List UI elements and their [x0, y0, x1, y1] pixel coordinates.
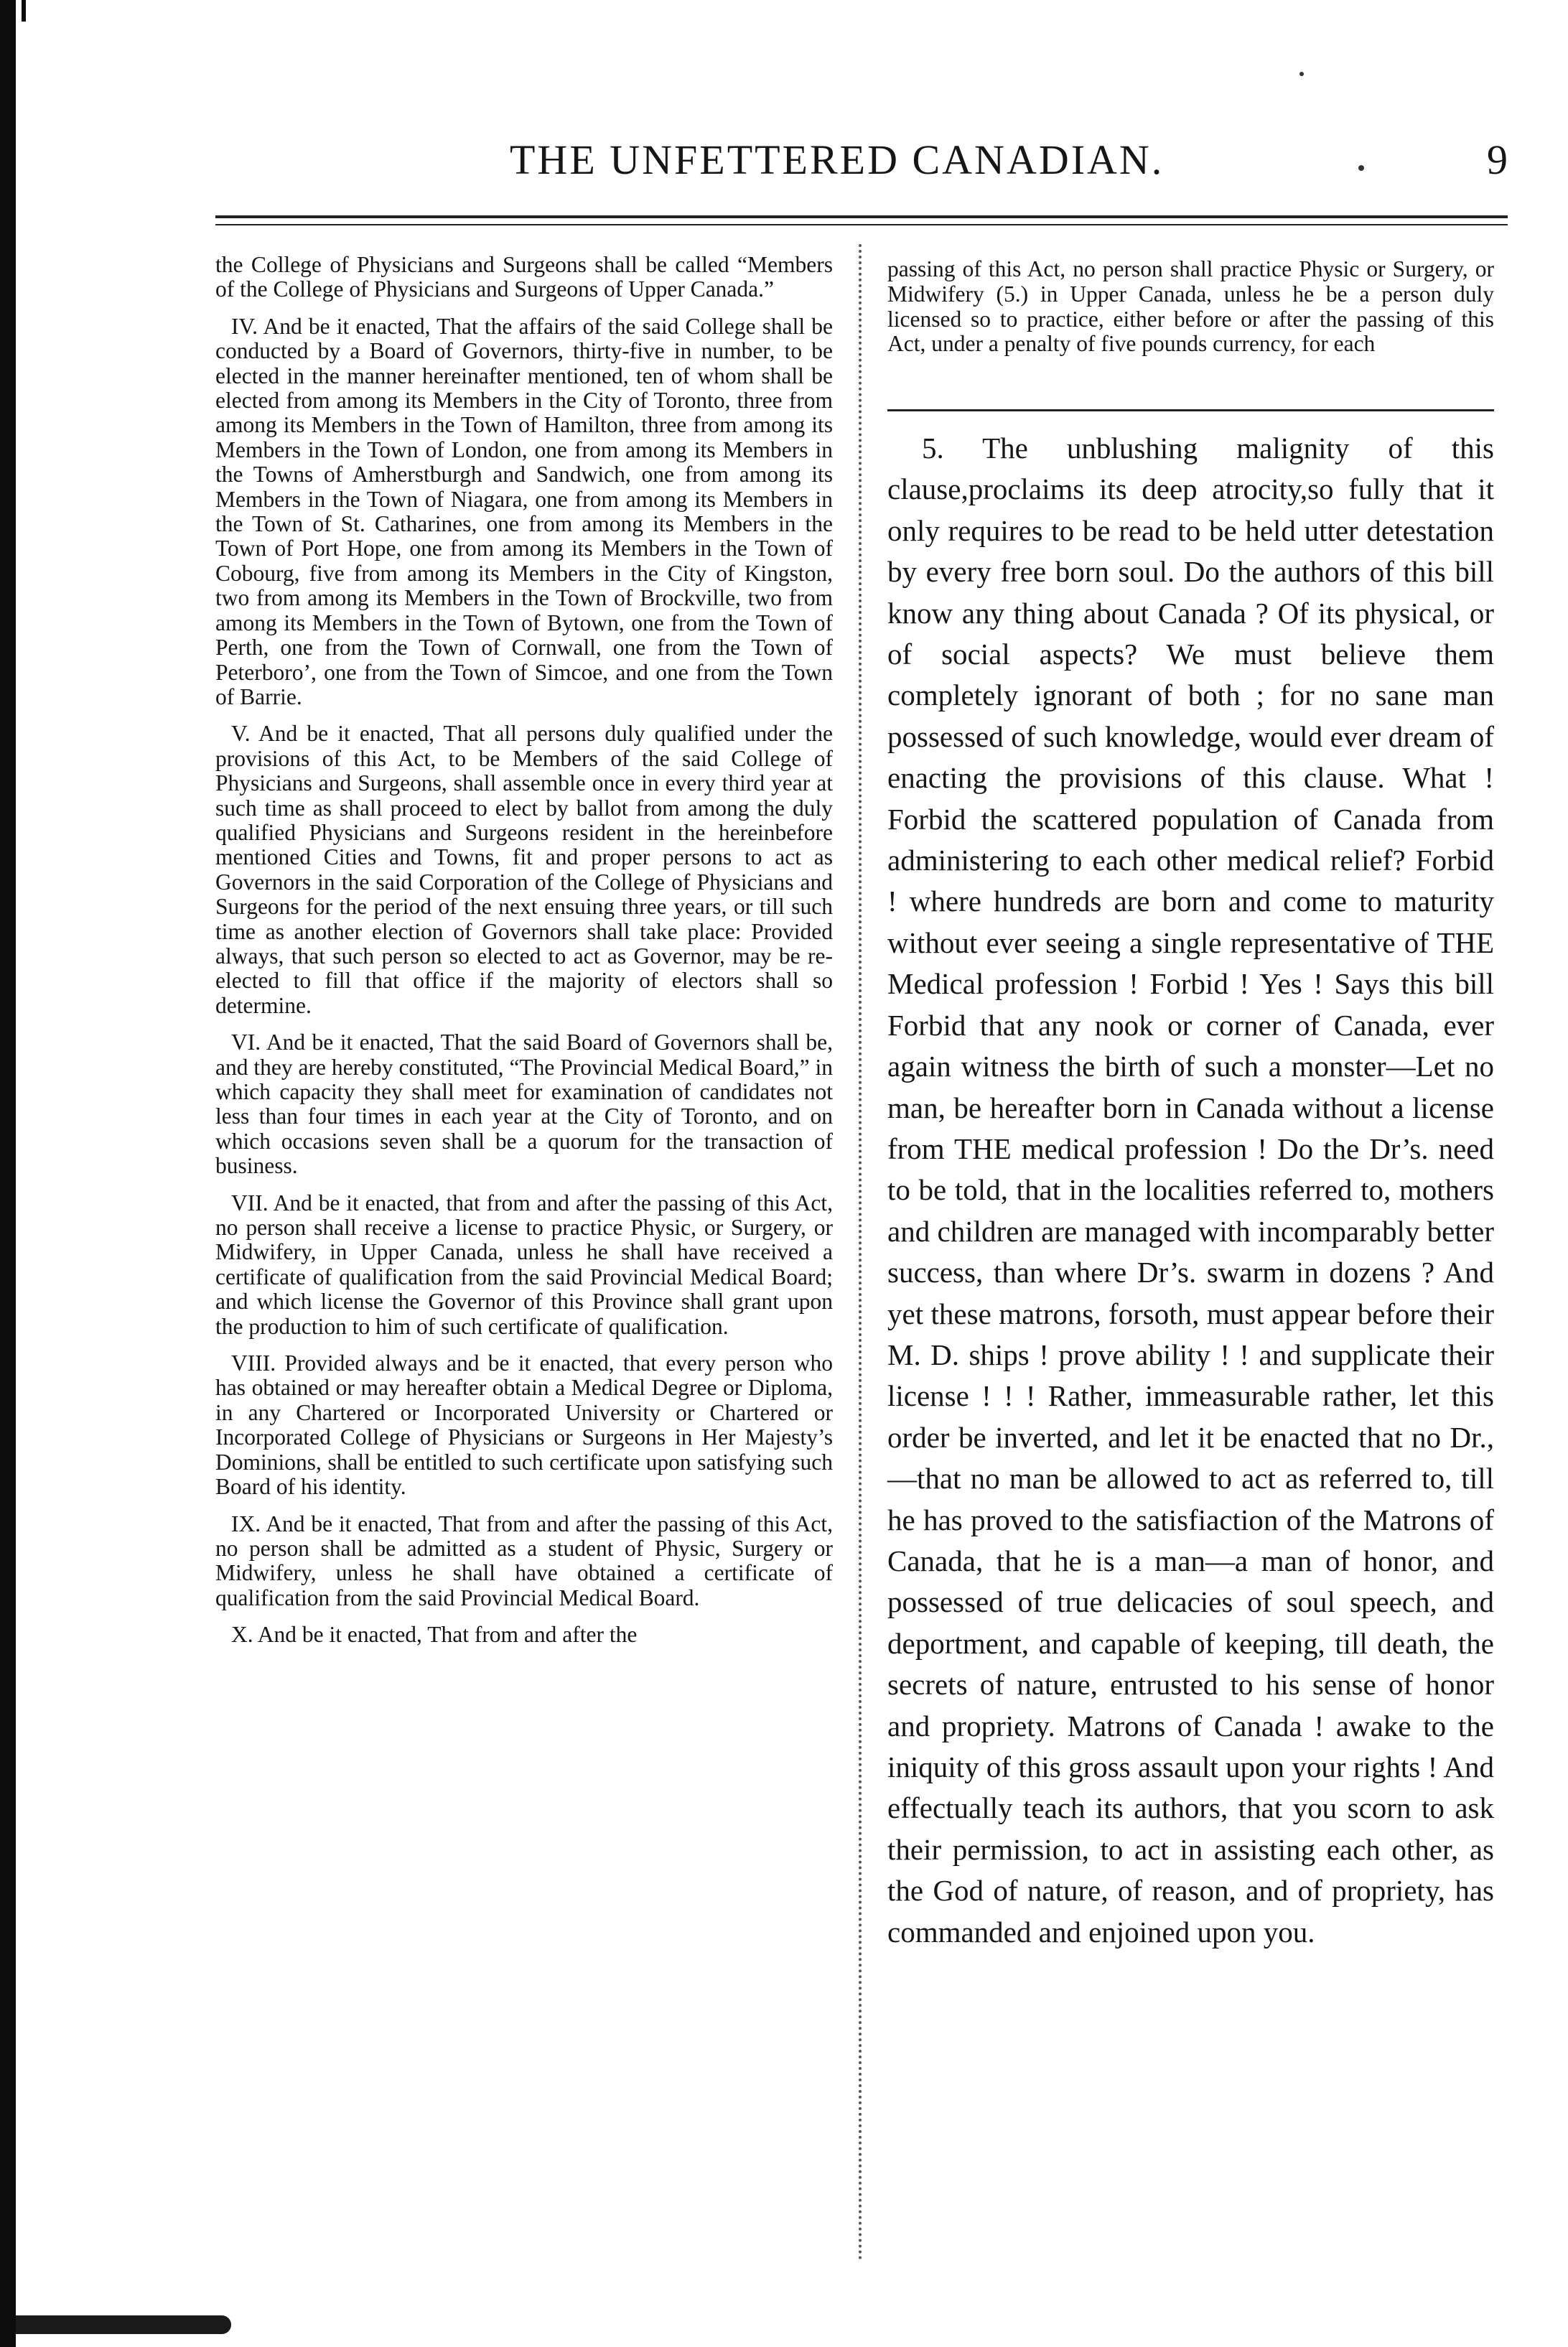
- ink-speck: [1299, 72, 1304, 76]
- column-divider: [859, 244, 862, 2262]
- statute-section-x: X. And be it enacted, That from and after the: [231, 1622, 638, 1648]
- statute-section-vii: VII. And be it enacted, that from and after the passing of this Act, no person shall receive a license to practice Physic, or Surgery, or Midwifery, in Upper Canada, unless he shall have received a certificate of qualification from the said Provincial Medical Board; and which license the Governor of this Province shall grant upon the production to him of such certificate of qualification.: [215, 1190, 833, 1339]
- statute-section-vi: VI. And be it enacted, That the said Board of Governors shall be, and they are hereby constituted, “The Provincial Medical Board,” in which capacity they shall meet for examination of candidates not less than four times in each year at the City of Toronto, and on which occasions seven shall be a quorum for the transaction of business.: [215, 1030, 833, 1179]
- page-number: 9: [1487, 136, 1508, 183]
- header-rule-thin: [215, 224, 1508, 225]
- scan-border: [0, 0, 16, 2347]
- page-header: [215, 128, 1508, 192]
- commentary-note-5: 5. The unblushing malignity of this clause,proclaims its deep atrocity,so fully that it only requires to be read to be held utter detestation by every free born soul. Do the authors of this bill know any thing about Canada ? Of its physical, or of social aspects? We must believe them completely ignorant of both ; for no sane man possessed of such knowledge, would ever dream of enacting the provisions of this clause. What ! Forbid the scattered population of Canada from administering to each other medical relief? Forbid ! where hundreds are born and come to maturity without ever seeing a single representative of THE Medical profession ! Forbid ! Yes ! Says this bill Forbid that any nook or corner of Canada, ever again witness the birth of such a monster—Let no man, be hereafter born in Canada without a license from THE medical profession ! Do the Dr’s. need to be told, that in the localities referred to, mothers and children are managed with incomparably better success, than where Dr’s. swarm in dozens ? And yet these matrons, forsoth, must appear before their M. D. ships ! prove ability ! ! and supplicate their license ! ! ! Rather, immeasurable rather, let this order be inverted, and let it be enacted that no Dr.,—that no man be allowed to act as referred to, till he has proved to the satisfiaction of the Matrons of Canada, that he is a man—a man of honor, and possessed of true delicacies of soul speech, and deportment, and capable of keeping, till death, the secrets of nature, entrusted to his sense of honor and propriety. Matrons of Canada ! awake to the iniquity of this gross assault upon your rights ! And effectually teach its authors, that you scorn to ask their permission, to act in assisting each other, as the God of nature, of reason, and of propriety, has commanded and enjoined upon you.: [887, 431, 1494, 1949]
- scan-mark: [22, 0, 26, 22]
- statute-section-ix: IX. And be it enacted, That from and after the passing of this Act, no person shall be admitted as a student of Physic, Surgery or Midwifery, unless he shall have obtained a certificate of qualification from the said Provincial Medical Board.: [215, 1511, 833, 1610]
- header-rule: [215, 215, 1508, 218]
- statute-section-viii: VIII. Provided always and be it enacted, that every person who has obtained or may hereafter obtain a Medical Degree or Diploma, in any Chartered or Incorporated University or Chartered or Incorporated College of Physicians or Surgeons in Her Majesty’s Dominions, shall be entitled to such certificate upon satisfying such Board of his identity.: [215, 1350, 833, 1500]
- statute-section-v: V. And be it enacted, That all persons duly qualified under the provisions of this Act, to be Members of the said College of Physicians and Surgeons, shall assemble once in every third year at such time as shall proceed to elect by ballot from among the duly qualified Physicians and Surgeons resident in the hereinbefore mentioned Cities and Towns, fit and proper persons to act as Governors in the said Corporation of the College of Physicians and Surgeons for the period of the next ensuing three years, or till such time as another election of Governors shall take place: Provided always, that such person so elected to act as Governor, may be re-elected to fill that office if the majority of electors shall so determine.: [215, 721, 833, 1018]
- statute-continuation: passing of this Act, no person shall practice Physic or Surgery, or Midwifery (5.) in Upper Canada, unless he be a person duly licensed so to practice, either before or after the passing of this Act, under a penalty of five pounds currency, for each: [887, 256, 1494, 357]
- statute-paragraph: the College of Physicians and Surgeons shall be called “Members of the College of Physicians and Surgeons of Upper Canada.”: [215, 252, 833, 302]
- scan-smudge: [16, 2315, 231, 2334]
- statute-column: [215, 253, 833, 1660]
- section-rule: [887, 409, 1494, 411]
- running-title: THE UNFETTERED CANADIAN.: [510, 136, 1165, 183]
- statute-section-iv: IV. And be it enacted, That the affairs of the said College shall be conducted by a Board of Governors, thirty-five in number, to be elected in the manner hereinafter mentioned, ten of whom shall be elected from among its Members in the City of Toronto, three from among its Members in the Town of Hamilton, three from among its Members in the Town of London, one from among its Members in the Towns of Amherstburgh and Sandwich, one from among its Members in the Town of Niagara, one from among its Members in the Town of St. Catharines, one from among its Members in the Town of Port Hope, one from among its Members in the Town of Cobourg, five from among its Members in the City of Kingston, two from among its Members in the Town of Brockville, two from among its Members in the Town of Bytown, one from the Town of Perth, one from the Town of Cornwall, one from the Town of Peterboro’, one from the Town of Simcoe, and one from the Town of Barrie.: [215, 313, 833, 709]
